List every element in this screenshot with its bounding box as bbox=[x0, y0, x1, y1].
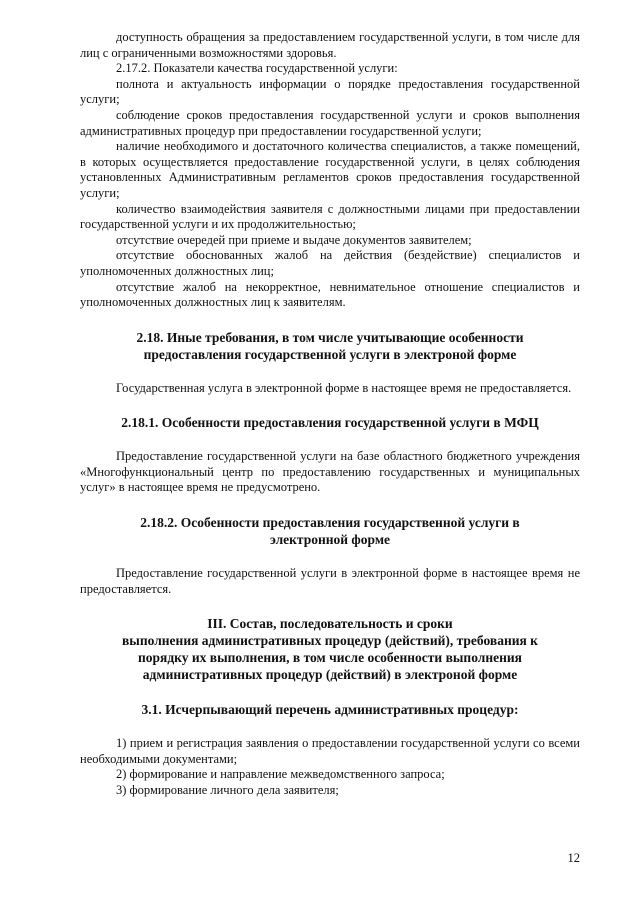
paragraph: Предоставление государственной услуги в электронной форме в настоящее время не предоставляется. bbox=[80, 566, 580, 596]
heading-line: электронной форме bbox=[269, 532, 391, 548]
paragraph: доступность обращения за предоставлением государственной услуги, в том числе для лиц с ограниченными возможностями здоровья. bbox=[80, 30, 580, 60]
page-number: 12 bbox=[567, 851, 580, 865]
paragraph: полнота и актуальность информации о порядке предоставления государственной услуги; bbox=[80, 76, 580, 107]
heading-line: предоставления государственной услуги в электроной форме bbox=[143, 346, 517, 362]
paragraph: наличие необходимого и достаточного количества специалистов, а также помещений, в которых осуществляется предоставление государственной услуги, в целях соблюдения установленных Административным регламентов сроков предоставления государственной услуги; bbox=[80, 139, 580, 200]
heading-line: административных процедур (действий) в электроной форме bbox=[142, 667, 518, 683]
heading-line: III. Состав, последовательность и сроки bbox=[207, 616, 453, 632]
paragraph: отсутствие очередей при приеме и выдаче документов заявителем; bbox=[116, 232, 472, 247]
list-item: 2) формирование и направление межведомственного запроса; bbox=[116, 767, 445, 782]
section-heading-2-18 bbox=[80, 329, 580, 363]
paragraph: соблюдение сроков предоставления государственной услуги и сроков выполнения административных процедур при предоставлении государственной услуги; bbox=[80, 107, 580, 138]
list-item: 3) формирование личного дела заявителя; bbox=[116, 783, 339, 798]
section-heading-2-18-2 bbox=[80, 514, 580, 548]
paragraph: Предоставление государственной услуги на базе областного бюджетного учреждения «Многофункциональный центр по предоставлению государственных и муниципальных услуг» в настоящее время не предусмотрено. bbox=[80, 449, 580, 495]
heading-line: порядку их выполнения, в том числе особенности выполнения bbox=[138, 650, 522, 666]
heading-line: 2.18.2. Особенности предоставления государственной услуги в bbox=[140, 515, 520, 531]
paragraph: количество взаимодействия заявителя с должностными лицами при предоставлении государственной услуги и их продолжительностью; bbox=[80, 201, 580, 232]
list-item: 1) прием и регистрация заявления о предоставлении государственной услуги со всеми необходимыми документами; bbox=[80, 736, 580, 766]
section-heading-2-18-1: 2.18.1. Особенности предоставления государственной услуги в МФЦ bbox=[121, 415, 539, 431]
heading-line: выполнения административных процедур (действий), требования к bbox=[122, 633, 538, 649]
heading-line: 2.18. Иные требования, в том числе учитывающие особенности bbox=[136, 329, 524, 345]
paragraph: 2.17.2. Показатели качества государственной услуги: bbox=[116, 61, 398, 76]
section-heading-3-1: 3.1. Исчерпывающий перечень административных процедур: bbox=[141, 702, 519, 718]
paragraph: отсутствие обоснованных жалоб на действия (бездействие) специалистов и уполномоченных должностных лиц; bbox=[80, 248, 580, 278]
paragraph: отсутствие жалоб на некорректное, невнимательное отношение специалистов и уполномоченных должностных лиц к заявителям. bbox=[80, 279, 580, 310]
paragraph: Государственная услуга в электронной форме в настоящее время не предоставляется. bbox=[116, 380, 572, 395]
chapter-heading-3 bbox=[80, 615, 580, 683]
